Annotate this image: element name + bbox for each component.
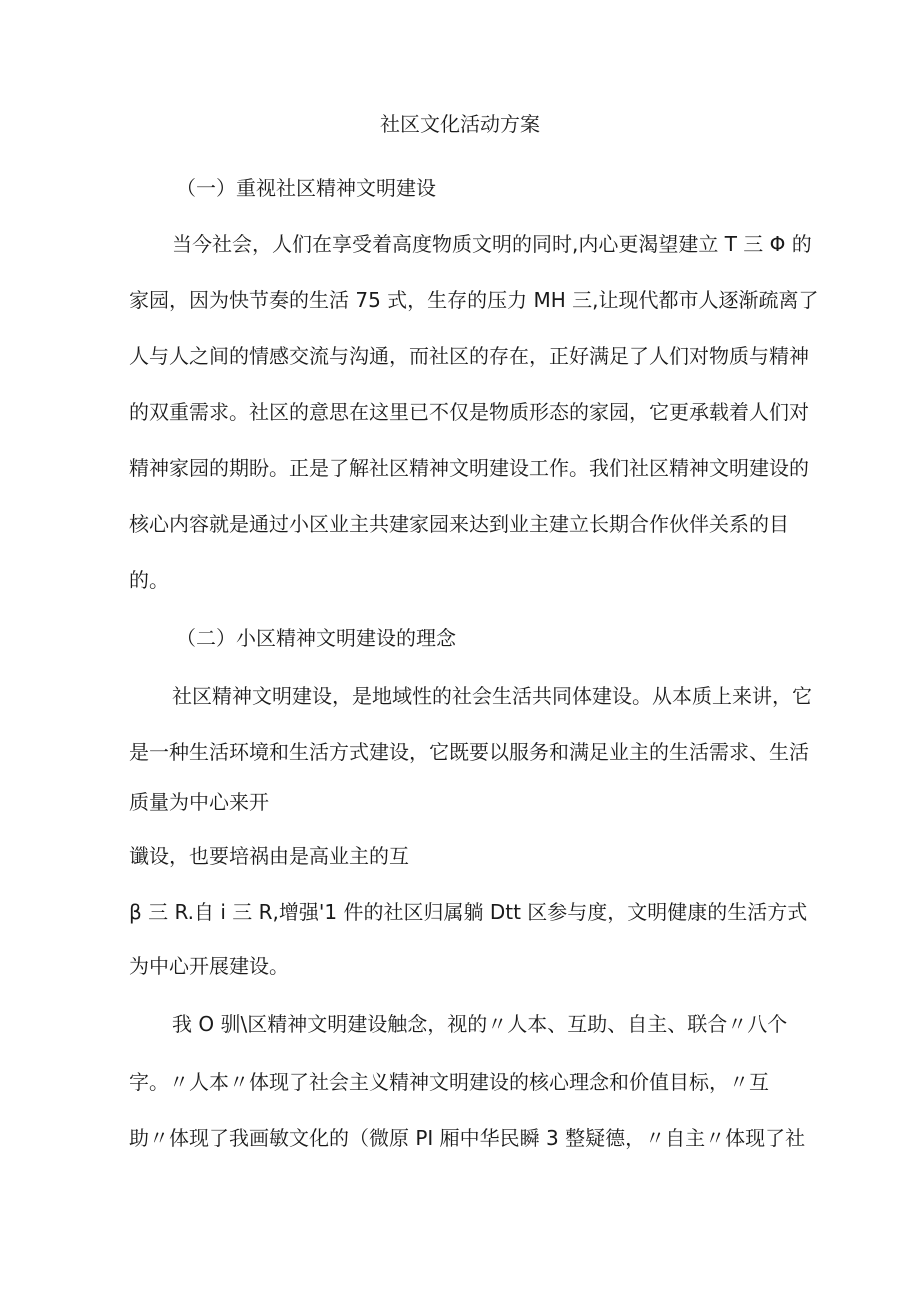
paragraph-line: 核心内容就是通过小区业主共建家园来达到业主建立长期合作伙伴关系的目 — [129, 512, 789, 536]
paragraph-line: 字。〃人本〃体现了社会主义精神文明建设的核心理念和价值目标，〃互 — [129, 1070, 769, 1094]
paragraph-line: 谶设，也要培祸由是高业主的互 — [129, 844, 409, 868]
paragraph-line: 当今社会，人们在享受着高度物质文明的同时,内心更渴望建立 T 三 Φ 的 — [172, 232, 812, 256]
section-heading-2: （二）小区精神文明建设的理念 — [176, 626, 456, 650]
paragraph-line: 的双重需求。社区的意思在这里已不仅是物质形态的家园，它更承载着人们对 — [129, 400, 809, 424]
document-title: 社区文化活动方案 — [380, 112, 540, 136]
paragraph-line: 是一种生活环境和生活方式建设，它既要以服务和满足业主的生活需求、生活 — [129, 740, 809, 764]
paragraph-line: 家园，因为快节奏的生活 75 式，生存的压力 MH 三,让现代都市人逐渐疏离了 — [129, 288, 819, 312]
paragraph-line: 质量为中心来开 — [129, 790, 269, 814]
paragraph-line: 社区精神文明建设，是地域性的社会生活共同体建设。从本质上来讲，它 — [172, 684, 812, 708]
paragraph-line: β 三 R.自 i 三 R,增强'1 件的社区归属躺 Dtt 区参与度，文明健康的生活方式 — [129, 900, 808, 924]
paragraph-line: 的。 — [129, 568, 169, 592]
section-heading-1: （一）重视社区精神文明建设 — [176, 176, 436, 200]
paragraph-line: 精神家园的期盼。正是了解社区精神文明建设工作。我们社区精神文明建设的 — [129, 456, 809, 480]
paragraph-line: 为中心开展建设。 — [129, 954, 289, 978]
paragraph-line: 人与人之间的情感交流与沟通，而社区的存在，正好满足了人们对物质与精神 — [129, 344, 809, 368]
paragraph-line: 助〃体现了我画敏文化的（微原 PI 厢中华民瞬 3 整疑德，〃自主〃体现了社 — [129, 1126, 806, 1150]
paragraph-line: 我 O 驯\区精神文明建设触念，视的〃人本、互助、自主、联合〃八个 — [172, 1012, 788, 1036]
